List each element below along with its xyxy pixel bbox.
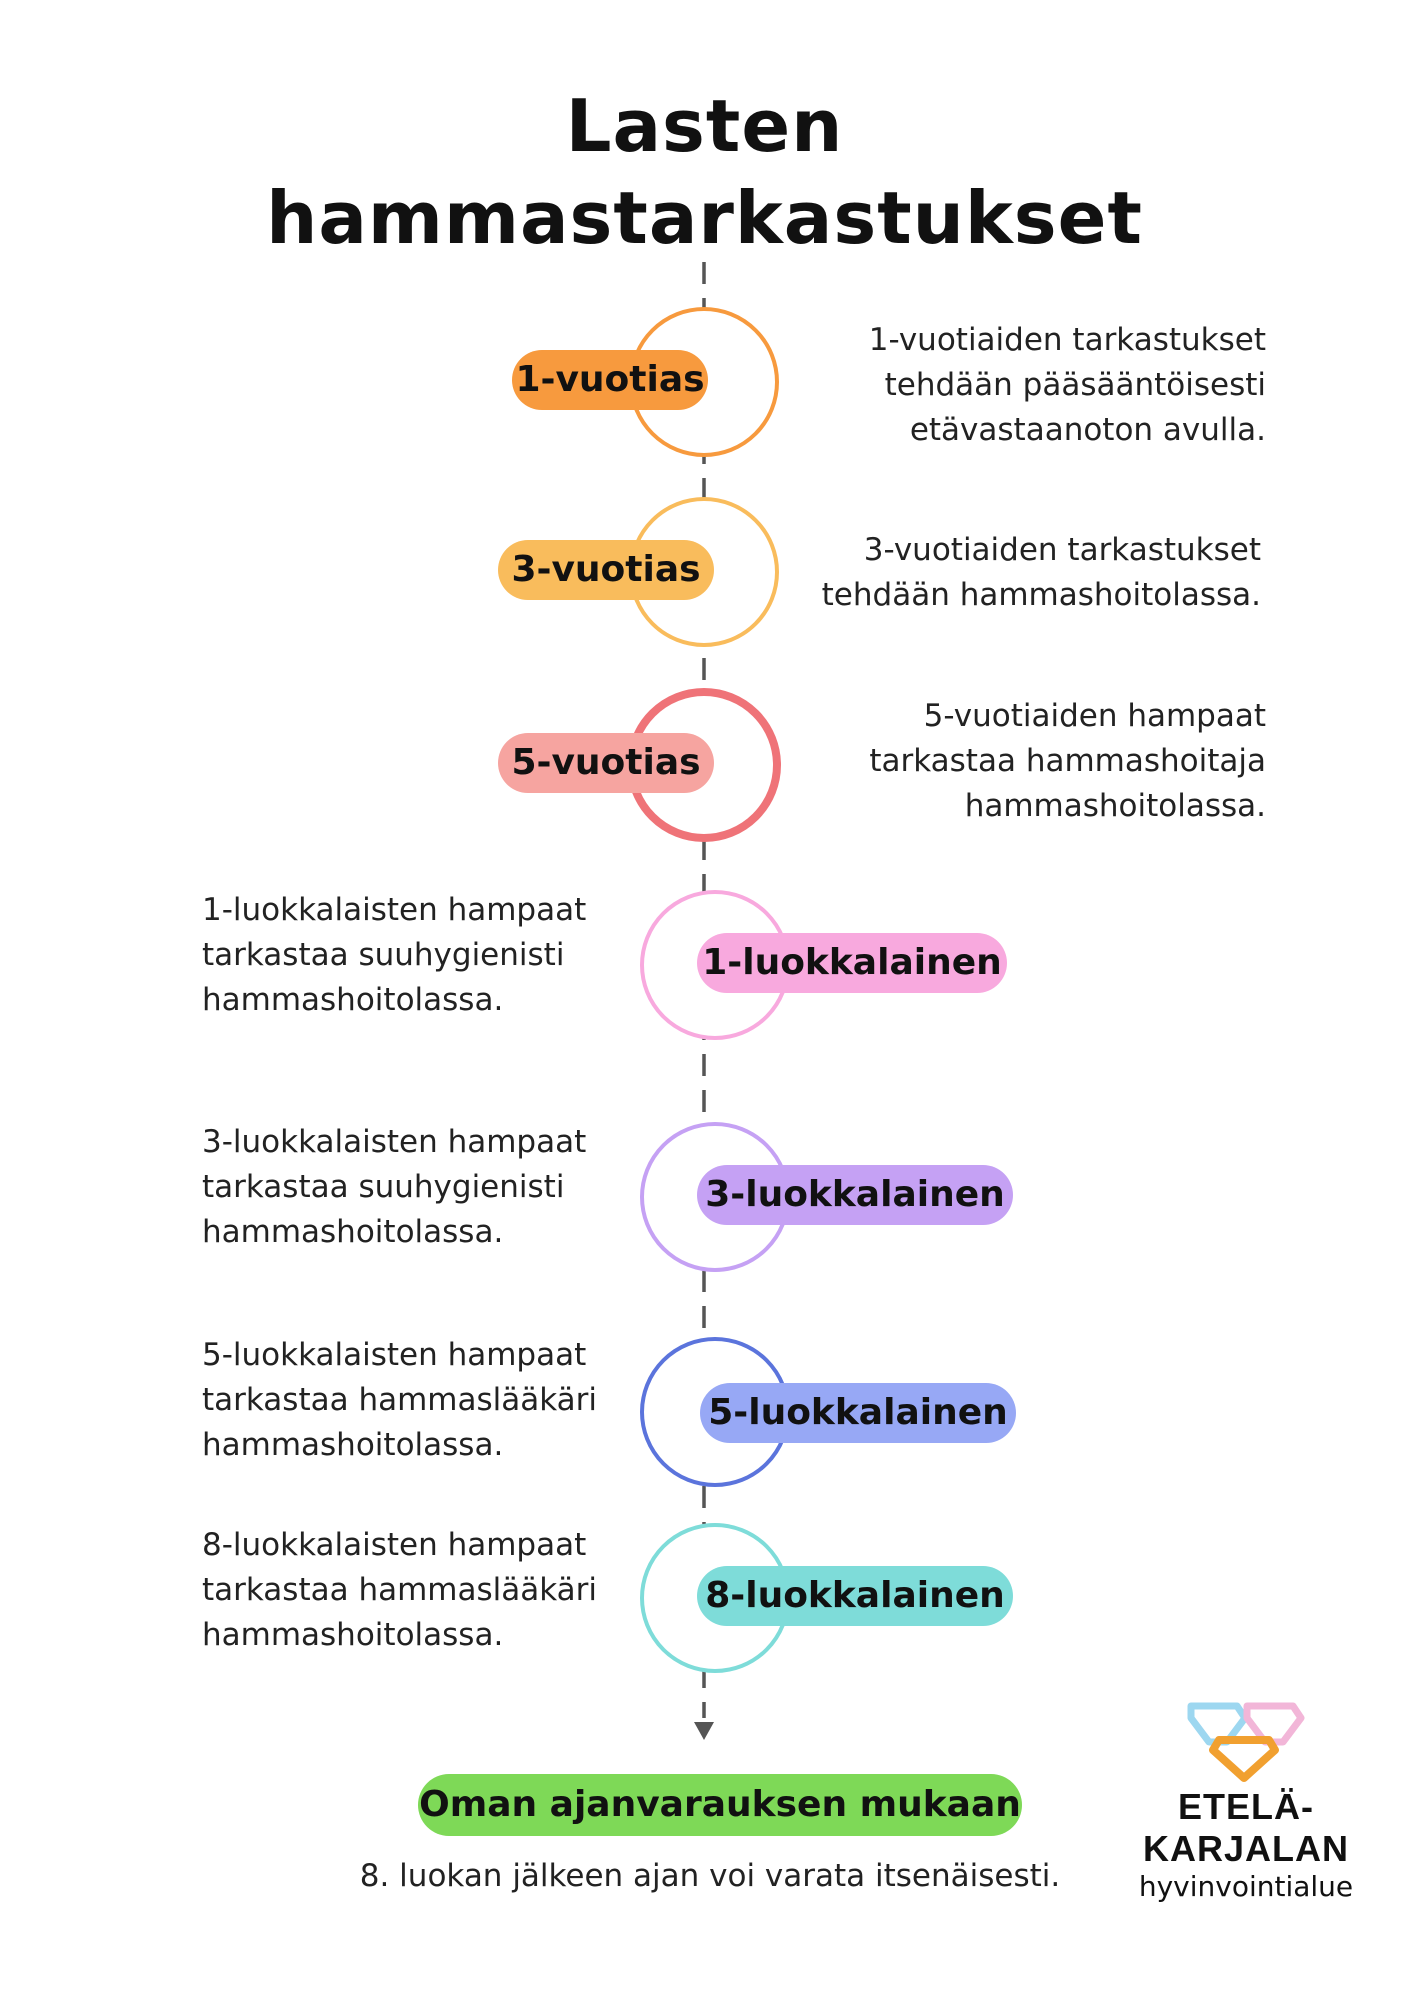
description-line: 5-vuotiaiden hampaat	[923, 698, 1266, 734]
final-note: 8. luokan jälkeen ajan voi varata itsenäisesti.	[359, 1858, 1061, 1894]
stage-pill-5-luokkalainen: 5-luokkalainen	[700, 1383, 1016, 1443]
description-line: hammashoitolassa.	[202, 1214, 504, 1250]
description-line: 3-luokkalaisten hampaat	[202, 1124, 587, 1160]
description-line: hammashoitolassa.	[202, 982, 504, 1018]
stage-pill-3-vuotias: 3-vuotias	[498, 540, 714, 600]
stage-description-3-vuotias	[822, 528, 1261, 618]
title-line-2: hammastarkastukset	[266, 176, 1143, 260]
description-line: 1-luokkalaisten hampaat	[202, 892, 587, 928]
description-line: tehdään pääsääntöisesti	[884, 367, 1266, 403]
logo-line-3: hyvinvointialue	[1138, 1870, 1354, 1903]
description-line: 1-vuotiaiden tarkastukset	[868, 322, 1266, 358]
stage-description-8-luokkalainen	[202, 1523, 597, 1658]
description-line: etävastaanoton avulla.	[909, 412, 1266, 448]
stage-pill-1-vuotias: 1-vuotias	[512, 350, 708, 410]
timeline-arrowhead	[694, 1722, 714, 1740]
description-line: tehdään hammashoitolassa.	[821, 577, 1261, 613]
logo-line-2: KARJALAN	[1143, 1828, 1349, 1869]
description-line: tarkastaa suuhygienisti	[202, 1169, 565, 1205]
stage-pill-5-vuotias: 5-vuotias	[498, 733, 714, 793]
logo-diamond-icon	[1187, 1700, 1305, 1782]
final-stage-pill: Oman ajanvarauksen mukaan	[418, 1774, 1022, 1836]
stage-description-1-vuotias	[869, 318, 1266, 453]
stage-description-5-vuotias	[869, 694, 1266, 829]
stage-pill-8-luokkalainen: 8-luokkalainen	[697, 1566, 1013, 1626]
stage-description-3-luokkalainen	[202, 1120, 586, 1255]
stage-description-5-luokkalainen	[202, 1333, 597, 1468]
description-line: hammashoitolassa.	[202, 1427, 504, 1463]
description-line: tarkastaa hammashoitaja	[869, 743, 1266, 779]
stage-description-1-luokkalainen	[202, 888, 586, 1023]
logo-line-1: ETELÄ-	[1178, 1786, 1314, 1827]
description-line: hammashoitolassa.	[202, 1617, 504, 1653]
page-title	[0, 80, 1409, 264]
description-line: tarkastaa hammaslääkäri	[202, 1572, 598, 1608]
description-line: 3-vuotiaiden tarkastukset	[863, 532, 1261, 568]
description-line: 8-luokkalaisten hampaat	[202, 1527, 587, 1563]
description-line: hammashoitolassa.	[964, 788, 1266, 824]
description-line: 5-luokkalaisten hampaat	[202, 1337, 587, 1373]
title-line-1: Lasten	[565, 84, 844, 168]
stage-pill-3-luokkalainen: 3-luokkalainen	[697, 1165, 1013, 1225]
description-line: tarkastaa hammaslääkäri	[202, 1382, 598, 1418]
logo-text	[1136, 1786, 1356, 1904]
stage-pill-1-luokkalainen: 1-luokkalainen	[697, 933, 1007, 993]
description-line: tarkastaa suuhygienisti	[202, 937, 565, 973]
